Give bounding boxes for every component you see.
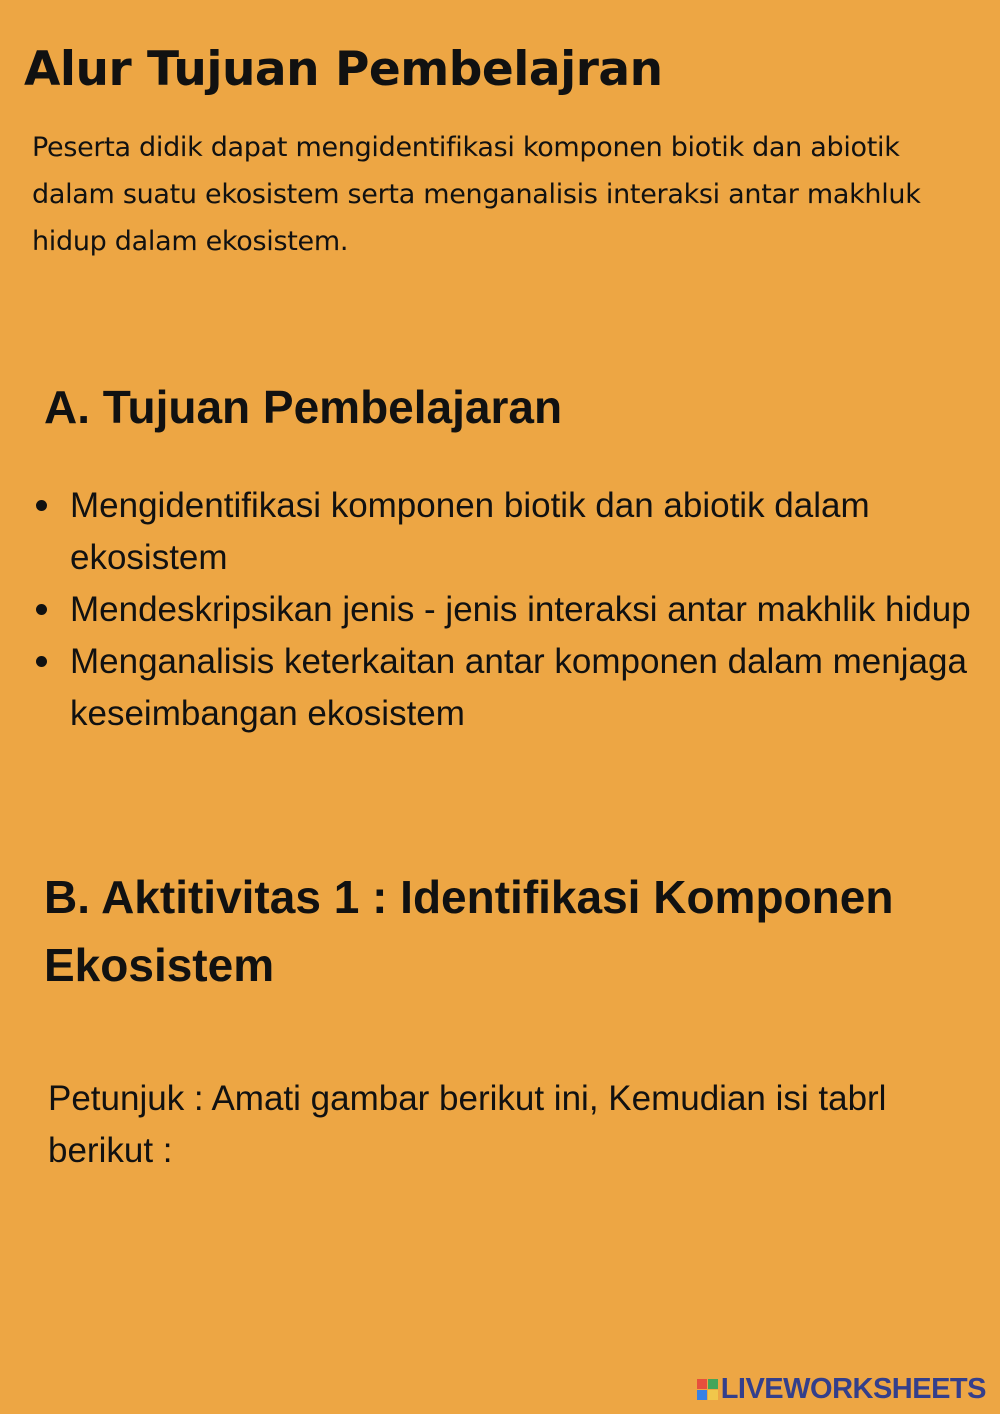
objective-item xyxy=(70,480,990,584)
liveworksheets-logo-icon xyxy=(697,1379,718,1400)
bullet-icon xyxy=(36,656,47,667)
page-title: Alur Tujuan Pembelajran xyxy=(24,42,663,97)
logo-cell xyxy=(697,1390,707,1400)
logo-cell xyxy=(697,1379,707,1389)
section-a-heading: A. Tujuan Pembelajaran xyxy=(44,381,563,433)
intro-paragraph: Peserta didik dapat mengidentifikasi komponen biotik dan abiotik dalam suatu ekosistem serta menganalisis interaksi antar makhluk hidup dalam ekosistem. xyxy=(32,132,921,257)
objective-text: Mendeskripsikan jenis - jenis interaksi antar makhlik hidup xyxy=(70,590,971,629)
logo-cell xyxy=(708,1390,718,1400)
objective-text: Menganalisis keterkaitan antar komponen dalam menjaga keseimbangan ekosistem xyxy=(70,642,967,733)
instruction-text: Petunjuk : Amati gambar berikut ini, Kemudian isi tabrl berikut : xyxy=(48,1079,887,1170)
objective-item xyxy=(70,636,990,740)
learning-objectives-list xyxy=(70,480,990,740)
logo-cell xyxy=(708,1379,718,1389)
watermark-text: LIVEWORKSHEETS xyxy=(720,1373,986,1405)
bullet-icon xyxy=(36,500,47,511)
objective-text: Mengidentifikasi komponen biotik dan abiotik dalam ekosistem xyxy=(70,486,870,577)
objective-item xyxy=(70,584,990,636)
bullet-icon xyxy=(36,604,47,615)
section-b-heading: B. Aktitivitas 1 : Identifikasi Komponen Ekosistem xyxy=(44,871,894,991)
liveworksheets-watermark xyxy=(697,1373,986,1406)
